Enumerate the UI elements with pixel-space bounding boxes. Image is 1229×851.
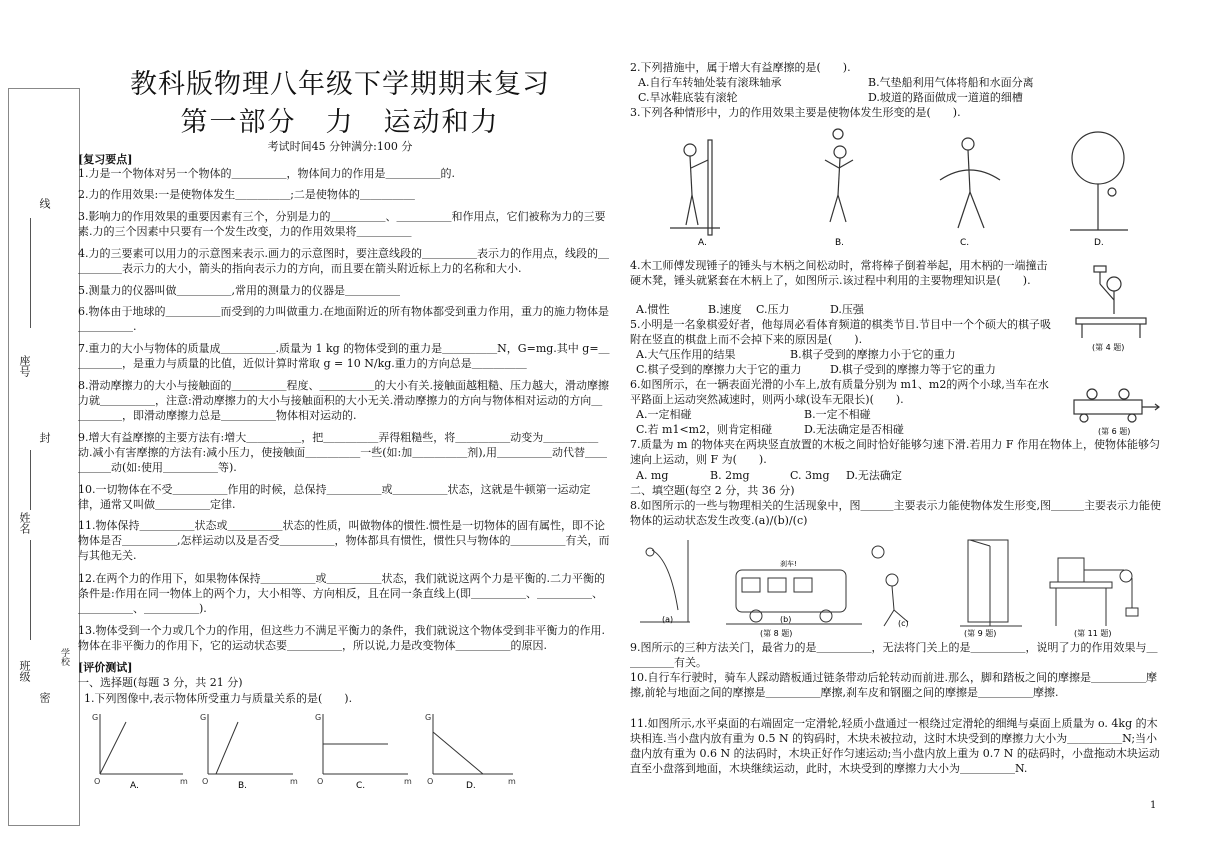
review-item: 1.力是一个物体对另一个物体的＿＿＿＿＿，物体间力的作用是＿＿＿＿＿的. <box>78 167 455 180</box>
binding-label-seat: 座号 <box>18 355 31 377</box>
q6-option-a: A.一定相碰 <box>636 408 692 421</box>
question-5: 5.小明是一名象棋爱好者，他每周必看体育频道的棋类节目.节目中一个个硕大的棋子吸附在竖直的棋盘上而不会掉下来的原因是( ). <box>630 318 1051 346</box>
q3-label-d: D. <box>1094 238 1104 248</box>
svg-text:G: G <box>425 713 432 722</box>
q7-option-c: C. 3mg <box>790 469 830 482</box>
q3-label-b: B. <box>835 238 845 248</box>
svg-text:G: G <box>315 713 322 722</box>
q1-graphs <box>88 708 518 794</box>
q4-option-a: A.惯性 <box>636 303 670 316</box>
q2-option-b: B.气垫船利用气体将船和水面分离 <box>868 76 1034 89</box>
question-1: 1.下列图像中,表示物体所受重力与质量关系的是( ). <box>84 692 353 705</box>
q6-option-b: B.一定不相碰 <box>804 408 871 421</box>
svg-text:m: m <box>508 777 516 786</box>
svg-text:m: m <box>180 777 188 786</box>
figures-8-9-11 <box>630 530 1165 640</box>
q5-option-d: D.棋子受到的摩擦力等于它的重力 <box>830 363 996 376</box>
q3-label-c: C. <box>960 238 970 248</box>
q5-option-b: B.棋子受到的摩擦力小于它的重力 <box>790 348 956 361</box>
q3-illustrations <box>650 120 1150 250</box>
review-item: 11.物体保持＿＿＿＿＿状态或＿＿＿＿＿状态的性质，叫做物体的惯性.惯性是一切物体的固有属性，即不论物体是否＿＿＿＿＿,怎样运动以及是否受＿＿＿＿＿，物体都具有惯性，惯性只与物体的＿＿＿＿＿有关，而与其他无关. <box>78 519 610 562</box>
review-item: 2.力的作用效果:一是使物体发生＿＿＿＿＿;二是使物体的＿＿＿＿＿ <box>78 188 415 201</box>
review-item: 5.测量力的仪器叫做＿＿＿＿＿,常用的测量力的仪器是＿＿＿＿＿ <box>78 284 400 297</box>
q4-option-c: C.压力 <box>756 303 790 316</box>
fig8-label-c: (c) <box>898 619 909 628</box>
fig8-label-a: (a) <box>662 615 674 624</box>
section-fill-heading: 二、填空题(每空 2 分，共 36 分) <box>630 484 795 497</box>
q1-label-d: D. <box>466 781 476 791</box>
q5-option-a: A.大气压作用的结果 <box>636 348 736 361</box>
q4-option-d: D.压强 <box>830 303 864 316</box>
review-item: 10.一切物体在不受＿＿＿＿＿作用的时候，总保持＿＿＿＿＿或＿＿＿＿＿状态，这就是牛顿第一运动定律，通常又叫做＿＿＿＿＿定律. <box>78 483 591 511</box>
q7-option-b: B. 2mg <box>710 469 750 482</box>
fig8-label-b: (b) <box>780 615 792 624</box>
binding-label-seal: 封 <box>38 432 51 443</box>
q4-figure <box>1062 262 1162 352</box>
svg-text:O: O <box>202 777 209 786</box>
evaluation-heading: [评价测试] <box>78 661 133 674</box>
binding-label-line: 线 <box>38 198 51 209</box>
review-item: 8.滑动摩擦力的大小与接触面的＿＿＿＿＿程度、＿＿＿＿＿的大小有关.接触面越粗糙、压力越大，滑动摩擦力就＿＿＿＿＿，注意:滑动摩擦力的大小与接触面积的大小无关.滑动摩擦力的方向与物体相对运动的方向＿＿＿＿＿，即滑动摩擦力总是＿＿＿＿＿物体相对运动的. <box>78 379 609 422</box>
question-8: 8.如图所示的一些与物理相关的生活现象中，图＿＿＿主要表示力能使物体发生形变,图＿＿＿主要表示力能使物体的运动状态发生改变.(a)/(b)/(c) <box>630 499 1161 527</box>
q3-label-a: A. <box>698 238 707 248</box>
q2-option-a: A.自行车转轴处装有滚珠轴承 <box>638 76 782 89</box>
section-choice-heading: 一、选择题(每题 3 分，共 21 分) <box>78 676 243 689</box>
fig8-sign: 刹车! <box>780 560 797 568</box>
question-11: 11.如图所示,水平桌面的右端固定一定滑轮,轻质小盘通过一根绕过定滑轮的细绳与桌面上质量为 o. 4kg 的木块相连.当小盘内放有重为 0.5 N 的钩码时，木块未被拉动，这时木块受到的摩擦力大小为＿＿＿＿＿N;当小盘内放有重为 0.6 N 的法码时，木块正好作匀速运动;当小盘内放上重为 0.7 N 的砝码时，小盘拖动木块运动直至小盘落到地面，木块继续运动，此时，木块受到的摩擦力大小为＿＿＿＿＿N. <box>630 717 1160 775</box>
q4-caption: (第 4 题) <box>1092 343 1125 352</box>
binding-label-name: 姓名 <box>18 512 31 534</box>
binding-rule <box>30 450 31 510</box>
review-item: 3.影响力的作用效果的重要因素有三个，分别是力的＿＿＿＿＿、＿＿＿＿＿和作用点，它们被称为力的三要素.力的三个因素中只要有一个发生改变，力的作用效果将＿＿＿＿＿ <box>78 210 606 238</box>
question-2: 2.下列措施中，属于增大有益摩擦的是( ). <box>630 61 851 74</box>
binding-rule <box>30 540 31 640</box>
review-item: 9.增大有益摩擦的主要方法有:增大＿＿＿＿＿，把＿＿＿＿＿弄得粗糙些，将＿＿＿＿＿动变为＿＿＿＿＿动.减小有害摩擦的方法有:减小压力，使接触面＿＿＿＿＿一些(如:加＿＿＿＿＿剂),用＿＿＿＿＿动代替＿＿＿＿＿动(如:使用＿＿＿＿＿等). <box>78 431 607 474</box>
q2-option-d: D.坡道的路面做成一道道的细槽 <box>868 91 1023 104</box>
review-item: 6.物体由于地球的＿＿＿＿＿而受到的力叫做重力.在地面附近的所有物体都受到重力作用，重力的施力物体是＿＿＿＿＿. <box>78 305 609 333</box>
binding-label-secret: 密 <box>38 692 51 703</box>
svg-text:G: G <box>200 713 207 722</box>
question-4: 4.木工师傅发现锤子的锤头与木柄之间松动时，常将棒子倒着举起，用木柄的一端撞击硬木凳，锤头就紧套在木柄上了，如图所示.该过程中利用的主要物理知识是( ). <box>630 259 1048 287</box>
q1-label-a: A. <box>130 781 139 791</box>
q2-option-c: C.旱冰鞋底装有滚轮 <box>638 91 738 104</box>
svg-text:O: O <box>317 777 324 786</box>
question-7: 7.质量为 m 的物体夹在两块竖直放置的木板之间时恰好能够匀速下滑.若用力 F 作用在物体上，使物体能够匀速向上运动，则 F 为( ). <box>630 438 1161 466</box>
q1-label-b: B. <box>238 781 248 791</box>
question-10: 10.自行车行驶时，骑车人踩动踏板通过链条带动后轮转动而前进.那么，脚和踏板之间的摩擦是＿＿＿＿＿摩擦,前轮与地面之间的摩擦是＿＿＿＿＿摩擦,刹车皮和钢圈之间的摩擦是＿＿＿＿＿摩擦. <box>630 671 1157 699</box>
review-item: 7.重力的大小与物体的质量成＿＿＿＿＿.质量为 1 kg 的物体受到的重力是＿＿＿＿＿N，G=mg.其中 g=＿＿＿＿＿，是重力与质量的比值，近似计算时常取 g = 10 N/kg.重力的方向总是＿＿＿＿＿ <box>78 342 610 370</box>
fig11-caption: (第 11 题) <box>1074 629 1112 638</box>
q5-option-c: C.棋子受到的摩擦力大于它的重力 <box>636 363 802 376</box>
page-number: 1 <box>1150 800 1157 811</box>
q7-option-a: A. mg <box>636 469 669 482</box>
fig8-caption: (第 8 题) <box>760 629 793 638</box>
svg-text:m: m <box>290 777 298 786</box>
svg-text:O: O <box>94 777 101 786</box>
question-9: 9.图所示的三种方法关门，最省力的是＿＿＿＿＿，无法将门关上的是＿＿＿＿＿，说明了力的作用效果与＿＿＿＿＿有关。 <box>630 641 1158 669</box>
q6-option-d: D.无法确定是否相碰 <box>804 423 904 436</box>
question-6: 6.如图所示，在一辆表面光滑的小车上,放有质量分别为 m1、m2的两个小球,当车在水平路面上运动突然减速时，则两小球(设车无限长)( ). <box>630 378 1049 406</box>
svg-text:G: G <box>92 713 99 722</box>
q6-figure <box>1064 380 1164 438</box>
svg-text:O: O <box>427 777 434 786</box>
svg-text:m: m <box>404 777 412 786</box>
page-subtitle: 第一部分 力 运动和力 <box>180 107 500 138</box>
review-item: 4.力的三要素可以用力的示意图来表示.画力的示意图时，要注意线段的＿＿＿＿＿表示力的作用点，线段的＿＿＿＿＿表示力的大小，箭头的指向表示力的方向，而且要在箭头附近标上力的名称和大小. <box>78 247 609 275</box>
page-title: 教科版物理八年级下学期期末复习 <box>130 69 550 100</box>
q6-caption: (第 6 题) <box>1098 427 1131 436</box>
exam-info: 考试时间45 分钟满分:100 分 <box>267 140 413 153</box>
review-item: 12.在两个力的作用下，如果物体保持＿＿＿＿＿或＿＿＿＿＿状态，我们就说这两个力是平衡的.二力平衡的条件是:作用在同一物体上的两个力，大小相等、方向相反，且在同一条直线上(即＿＿＿＿＿、＿＿＿＿＿、＿＿＿＿＿、＿＿＿＿＿). <box>78 572 605 615</box>
q4-option-b: B.速度 <box>708 303 742 316</box>
review-item: 13.物体受到一个力或几个力的作用，但这些力不满足平衡力的条件，我们就说这个物体受到非平衡力的作用.物体在非平衡力的作用下，它的运动状态要＿＿＿＿＿，所以说,力是改变物体＿＿＿＿＿的原因. <box>78 624 605 652</box>
q7-option-d: D.无法确定 <box>846 469 902 482</box>
review-heading: [复习要点] <box>78 153 133 166</box>
q6-option-c: C.若 m1<m2，则肯定相碰 <box>636 423 773 436</box>
fig9-caption: (第 9 题) <box>964 629 997 638</box>
binding-label-class: 班级 <box>18 660 31 682</box>
binding-label-school: 学校 <box>59 648 69 666</box>
question-3: 3.下列各种情形中，力的作用效果主要是使物体发生形变的是( ). <box>630 106 961 119</box>
q1-label-c: C. <box>356 781 366 791</box>
binding-rule <box>30 218 31 328</box>
